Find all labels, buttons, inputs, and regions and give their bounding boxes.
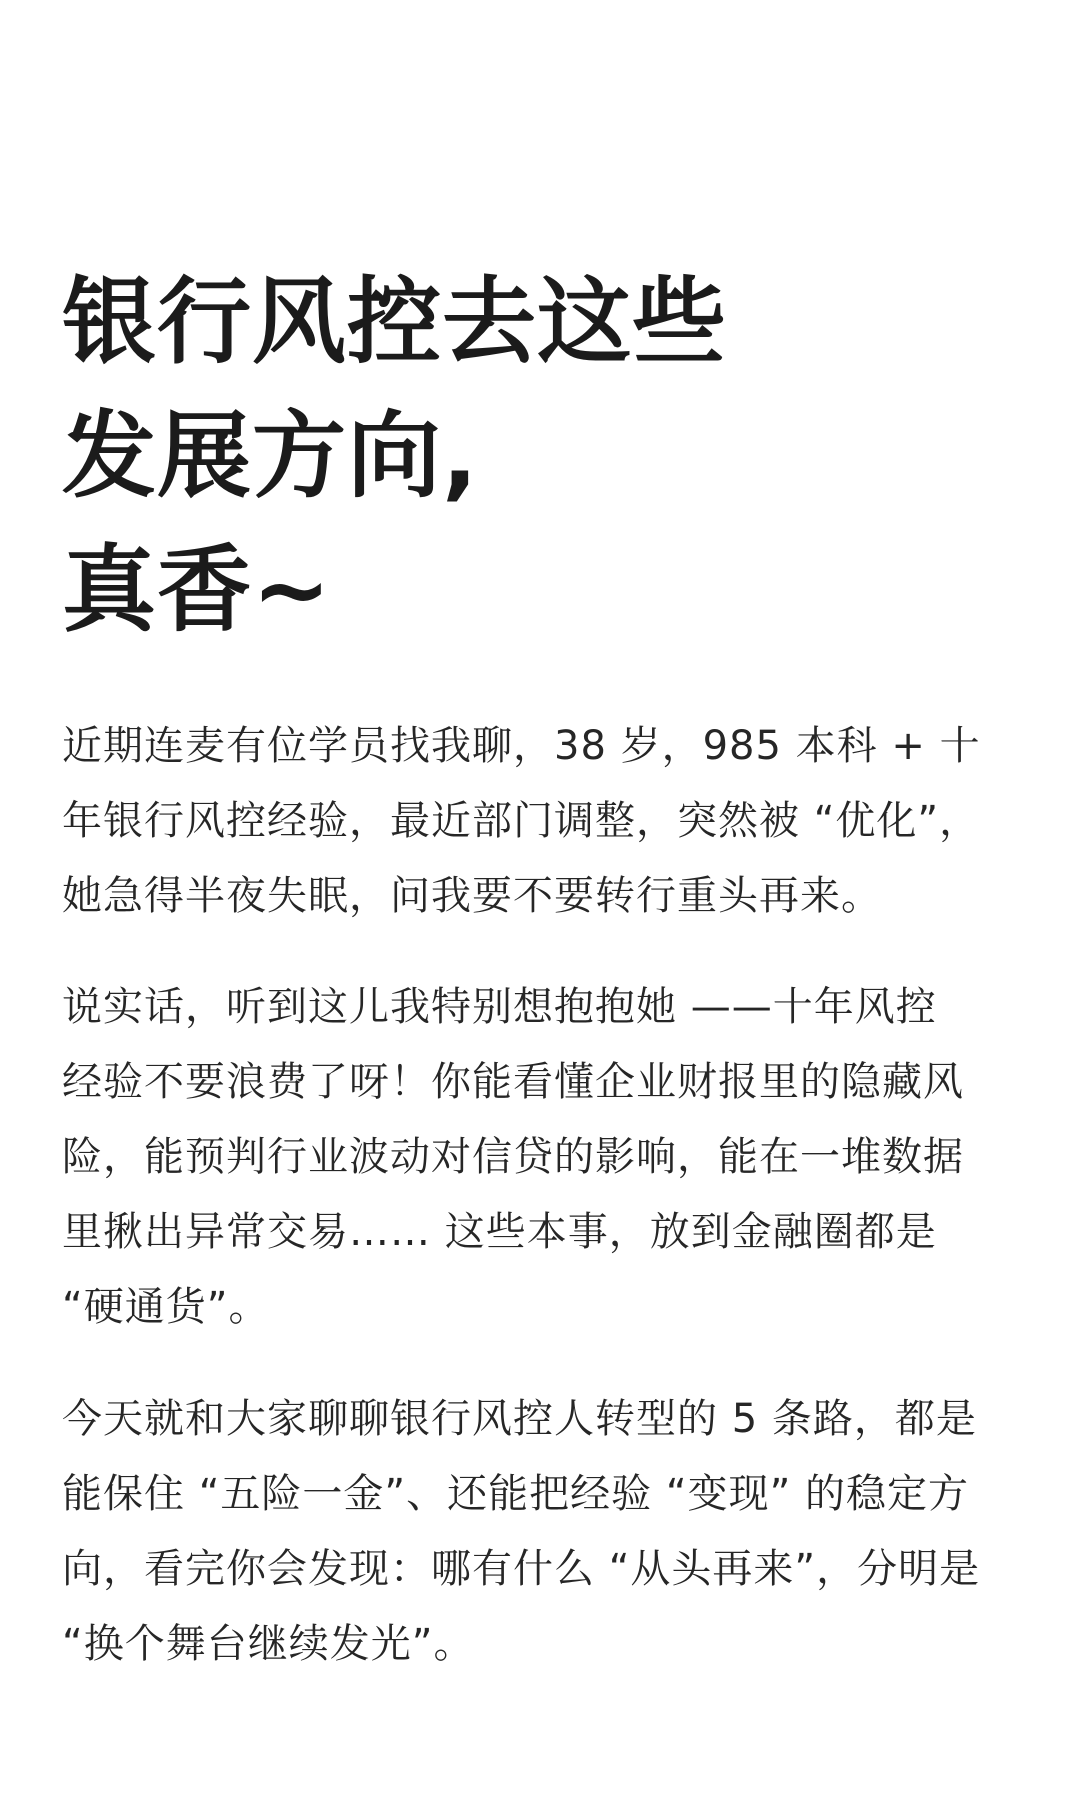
title-line: 真香~ xyxy=(62,536,332,645)
paragraph-intro xyxy=(62,709,1022,934)
article-page xyxy=(62,0,1022,1800)
paragraph-line: “换个舞台继续发光”。 xyxy=(62,1621,475,1667)
paragraph-line: “硬通货”。 xyxy=(62,1284,270,1330)
title-line: 银行风控去这些 xyxy=(62,268,728,377)
paragraph-line: 能保住 “五险一金”、还能把经验 “变现” 的稳定方 xyxy=(62,1471,970,1517)
paragraph-line: 今天就和大家聊聊银行风控人转型的 5 条路，都是 xyxy=(62,1396,977,1442)
paragraph-line: 里揪出异常交易…… 这些本事，放到金融圈都是 xyxy=(62,1209,937,1255)
paragraph-topic xyxy=(62,1382,1022,1682)
paragraph-line: 近期连麦有位学员找我聊，38 岁，985 本科 + 十 xyxy=(62,723,981,769)
paragraph-line: 年银行风控经验，最近部门调整，突然被 “优化”， xyxy=(62,798,981,844)
paragraph-line: 她急得半夜失眠，问我要不要转行重头再来。 xyxy=(62,873,882,919)
article-title xyxy=(62,256,1022,658)
paragraph-line: 向，看完你会发现：哪有什么 “从头再来”，分明是 xyxy=(62,1546,981,1592)
paragraph-line: 险，能预判行业波动对信贷的影响，能在一堆数据 xyxy=(62,1134,964,1180)
paragraph-line: 经验不要浪费了呀！你能看懂企业财报里的隐藏风 xyxy=(62,1059,964,1105)
title-line: 发展方向, xyxy=(62,402,479,511)
paragraph-experience xyxy=(62,970,1022,1345)
paragraph-line: 说实话，听到这儿我特别想抱抱她 ——十年风控 xyxy=(62,984,937,1030)
